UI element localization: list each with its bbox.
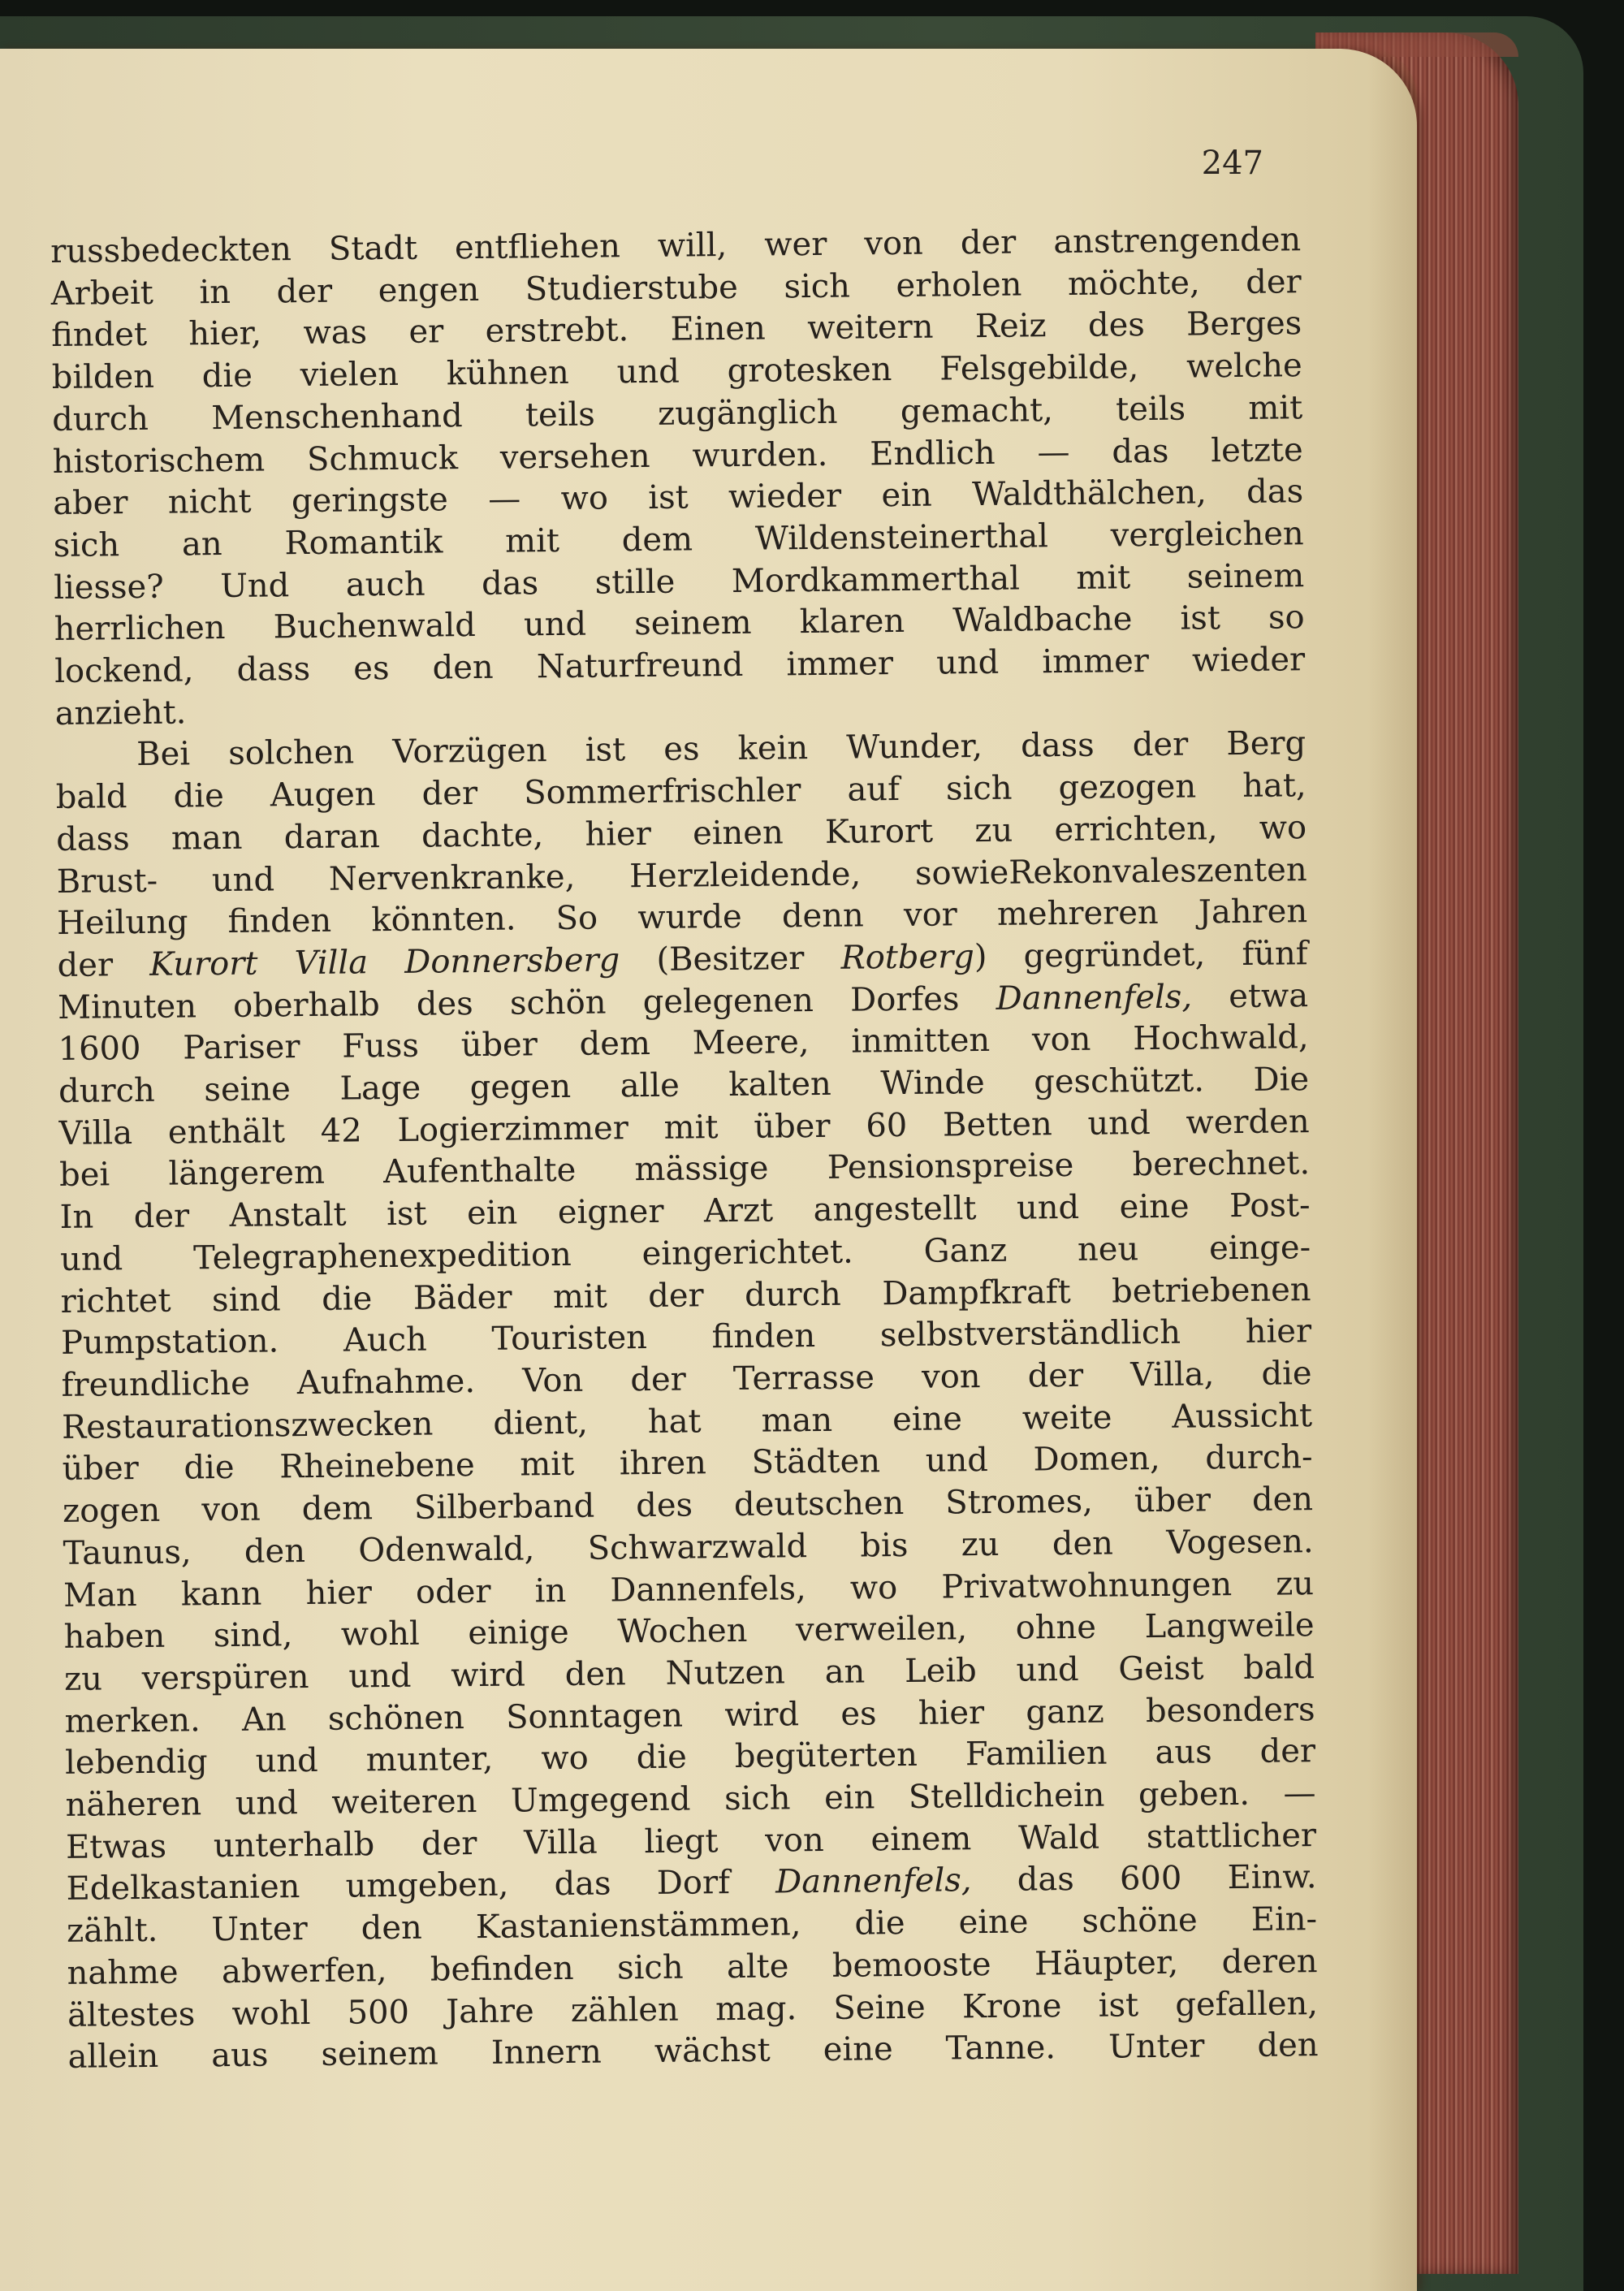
text-line: zählt. Unter den Kastanienstämmen, die eine schöne Ein- [66, 1900, 1318, 1951]
text-line: lebendig und munter, wo die begüterten Familien aus der [64, 1732, 1316, 1783]
paragraph-2 [55, 724, 1319, 2079]
text-line: Heilung finden könnten. So wurde denn vor mehreren Jahren [56, 893, 1308, 943]
text-line: findet hier, was er erstrebt. Einen weitern Reiz des Berges [51, 305, 1302, 355]
italic-run: Rotberg [840, 938, 975, 977]
text-line: Brust- und Nervenkranke, Herzleidende, sowieRekonvaleszenten [56, 850, 1307, 901]
text-line: haben sind, wohl einige Wochen verweilen, ohne Langweile [63, 1606, 1315, 1657]
text-line: historischem Schmuck versehen wurden. Endlich — das letzte [52, 430, 1303, 481]
text-line: aber nicht geringste — wo ist wieder ein Waldthälchen, das [52, 473, 1304, 523]
text-line: Arbeit in der engen Studierstube sich erholen möchte, der [50, 262, 1302, 313]
text-line: zu verspüren und wird den Nutzen an Leib und Geist bald [63, 1649, 1315, 1698]
text-line: richtet sind die Bäder mit der durch Dampfkraft betriebenen [60, 1270, 1311, 1321]
text-line: dass man daran dachte, hier einen Kurort zu errichten, wo [55, 809, 1307, 858]
text-line: lockend, dass es den Naturfreund immer und immer wieder [54, 641, 1306, 691]
text-run: das 600 Einw. [971, 1858, 1317, 1900]
page-number: 247 [1201, 145, 1263, 182]
text-line: merken. An schönen Sonntagen wird es hier ganz besonders [64, 1690, 1315, 1740]
text-line: herrlichen Buchenwald und seinem klaren Waldbache ist so [54, 599, 1305, 649]
paragraph-1 [50, 219, 1306, 735]
text-line: bilden die vielen kühnen und grotesken Felsgebilde, welche [51, 347, 1302, 397]
text-line: bald die Augen der Sommerfrischler auf sich gezogen hat, [55, 767, 1307, 817]
text-line: über die Rheinebene mit ihren Städten und Domen, durch- [62, 1438, 1313, 1489]
text-line: Pumpstation. Auch Touristen finden selbstverständlich hier [60, 1312, 1312, 1363]
text-line: zogen von dem Silberband des deutschen Stromes, über den [62, 1481, 1314, 1531]
text-line: und Telegraphenexpedition eingerichtet. Ganz neu einge- [59, 1229, 1311, 1278]
text-line: durch seine Lage gegen alle kalten Winde geschützt. Die [58, 1061, 1310, 1111]
text-line: Bei solchen Vorzügen ist es kein Wunder, dass der Berg [136, 724, 1307, 774]
text-run: Edelkastanien umgeben, das Dorf [66, 1863, 776, 1908]
text-line: allein aus seinem Innern wächst eine Tanne. Unter den [67, 2026, 1319, 2077]
text-line: nahme abwerfen, befinden sich alte bemooste Häupter, deren [67, 1942, 1318, 1992]
text-line: ältestes wohl 500 Jahre zählen mag. Seine Krone ist gefallen, [67, 1984, 1319, 2034]
text-line: russbedeckten Stadt entfliehen will, wer von der anstrengenden [50, 221, 1302, 270]
text-run: Minuten oberhalb des schön gelegenen Dorfes [57, 979, 996, 1027]
text-run: (Besitzer [620, 939, 841, 979]
text-line: näheren und weiteren Umgegend sich ein Stelldichein geben. — [65, 1774, 1316, 1824]
text-line: liesse? Und auch das stille Mordkammerthal mit seinem [53, 556, 1305, 607]
text-line: Taunus, den Odenwald, Schwarzwald bis zu den Vogesen. [63, 1522, 1314, 1572]
text-line: sich an Romantik mit dem Wildensteinerthal vergleichen [53, 515, 1304, 564]
text-line: freundliche Aufnahme. Von der Terrasse von der Villa, die [61, 1355, 1312, 1404]
text-line: Restaurationszwecken dient, hat man eine weite Aussicht [61, 1396, 1313, 1446]
text-line: anzieht. [54, 694, 187, 733]
italic-run: Dannenfels, [775, 1861, 972, 1901]
italic-run: Kurort Villa Donnersberg [149, 941, 620, 983]
text-line: durch Menschenhand teils zugänglich gemacht, teils mit [52, 389, 1303, 439]
text-line: bei längerem Aufenthalte mässige Pensionspreise berechnet. [58, 1144, 1311, 1195]
italic-run: Dannenfels, [996, 978, 1193, 1018]
text-line: Man kann hier oder in Dannenfels, wo Privatwohnungen zu [63, 1564, 1315, 1615]
text-line: Villa enthält 42 Logierzimmer mit über 60 Betten und werden [58, 1102, 1310, 1152]
text-line: 1600 Pariser Fuss über dem Meere, inmitten von Hochwald, [58, 1018, 1309, 1069]
text-line: In der Anstalt ist ein eigner Arzt angestellt und eine Post- [59, 1187, 1311, 1237]
text-line: Etwas unterhalb der Villa liegt von einem Wald stattlicher [65, 1816, 1317, 1866]
text-run: ) gegründet, fünf [974, 935, 1308, 976]
page-text [50, 219, 1319, 2079]
text-run: etwa [1191, 976, 1309, 1016]
text-run: der [57, 945, 150, 984]
